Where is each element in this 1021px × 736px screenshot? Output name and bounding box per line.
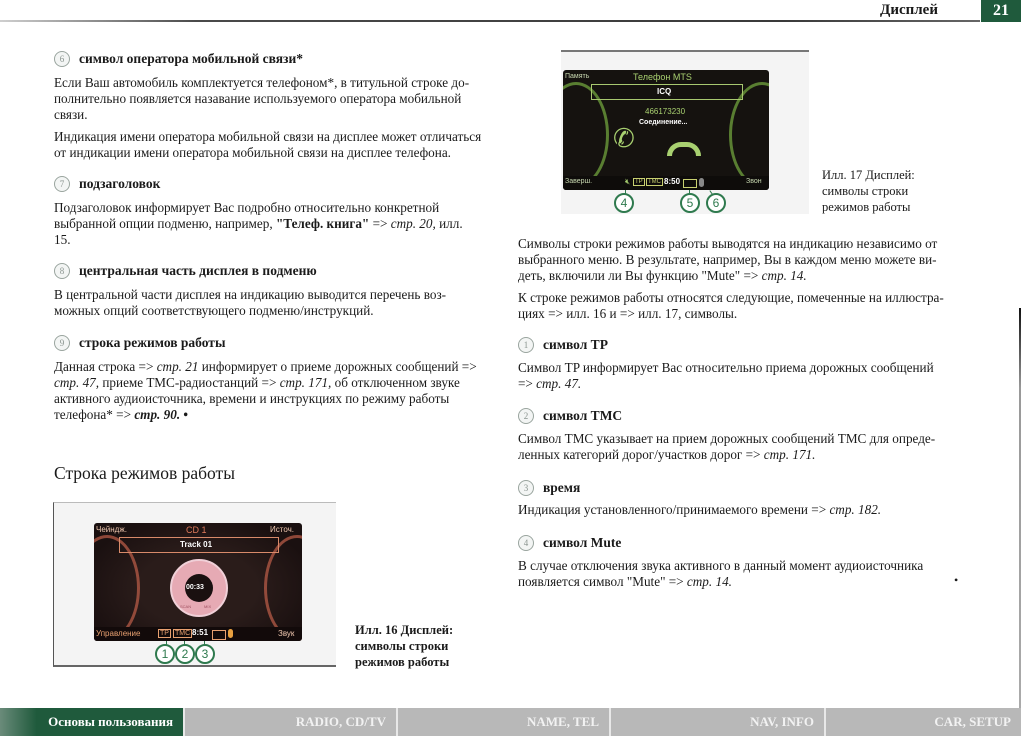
- page-reference-link[interactable]: стр. 14.: [686, 574, 732, 589]
- item-4-title: символ Mute: [543, 535, 622, 550]
- item-4-heading: [518, 535, 621, 551]
- item-4-body: [518, 558, 948, 590]
- tp-symbol: TP: [160, 630, 169, 637]
- text: В случае отключения звука активного в данный момент аудиоисточника появляется символ "Mute" =>: [518, 558, 924, 589]
- figure-17-caption: [822, 167, 915, 215]
- number-circle-icon: 1: [518, 337, 534, 353]
- screen-label-end-call: Заверш.: [565, 178, 593, 185]
- figure-17: [561, 50, 809, 214]
- item-3-body: [518, 502, 958, 518]
- page-reference-link[interactable]: стр. 21: [156, 359, 199, 374]
- signal-strength-icon: [212, 630, 226, 640]
- end-bullet: •: [954, 573, 959, 587]
- item-8-body: [54, 287, 464, 319]
- mute-icon: 🔇︎: [625, 177, 631, 186]
- signal-strength-icon: [683, 179, 697, 188]
- section-title: Строка режимов работы: [54, 463, 235, 483]
- number-circle-icon: 6: [54, 51, 70, 67]
- paragraph: [54, 200, 474, 248]
- clock-symbol: 8:51: [192, 628, 209, 637]
- paragraph: [518, 558, 948, 590]
- screen-label-cd: CD 1: [186, 525, 207, 535]
- page-reference-link[interactable]: стр. 171,: [279, 375, 332, 390]
- scan-button: SCAN: [180, 604, 192, 609]
- screen-label-source: Источ.: [270, 525, 294, 534]
- item-3-heading: [518, 480, 580, 496]
- marker-2: 2: [175, 644, 195, 664]
- item-2-heading: [518, 408, 622, 424]
- caption-line: символы строки: [355, 639, 449, 653]
- marker-5: 5: [680, 193, 700, 213]
- section-header-title: Дисплей: [880, 2, 938, 18]
- phone-display-screen: [563, 70, 769, 190]
- number-circle-icon: 7: [54, 176, 70, 192]
- item-2-title: символ TMC: [543, 408, 623, 423]
- screen-label-call: Звон: [746, 178, 762, 185]
- page-reference-link[interactable]: стр. 14.: [761, 268, 807, 283]
- caption-line: символы строки: [822, 184, 909, 198]
- text: Символ TP информирует Вас относительно приема дорожных сообщений =>: [518, 360, 934, 391]
- marker-3: 3: [195, 644, 215, 664]
- text: Индикация установленного/принимаемого времени =>: [518, 502, 830, 517]
- screen-label-memory: Память: [565, 73, 590, 80]
- page-number: 21: [981, 0, 1021, 22]
- number-circle-icon: 4: [518, 535, 534, 551]
- paragraph: [518, 360, 948, 392]
- item-7-title: подзаголовок: [79, 176, 161, 191]
- item-8-title: центральная часть дисплея в подменю: [79, 263, 317, 278]
- marker-4: 4: [614, 193, 634, 213]
- item-6-body: [54, 75, 484, 161]
- bluetooth-icon: [699, 178, 704, 187]
- page-reference-link[interactable]: стр. 20,: [390, 216, 436, 231]
- footer-tab-car-setup[interactable]: CAR, SETUP: [934, 714, 1011, 729]
- number-circle-icon: 3: [518, 480, 534, 496]
- marker-6: 6: [706, 193, 726, 213]
- paragraph: Если Ваш автомобиль комплектуется телефоном*, в титульной строке до-полнительно появляется назавание используемого оператора мобильной связи.: [54, 75, 470, 122]
- header-rule: [0, 20, 980, 22]
- number-circle-icon: 9: [54, 335, 70, 351]
- phone-pickup-icon: ✆: [613, 124, 635, 153]
- footer-nav: [0, 708, 1021, 736]
- text: Символ TMC указывает на прием дорожных сообщений TMC для опреде-ленных категорий дорог/участков дорог =>: [518, 431, 936, 462]
- footer-tab-basics[interactable]: Основы пользования: [0, 708, 185, 736]
- marker-1: 1: [155, 644, 175, 664]
- paragraph: Индикация имени оператора мобильной связи на дисплее может отличаться от индикации имени оператора мобильной связи на дисплее телефона.: [54, 129, 482, 160]
- screen-label-changer: Чейндж.: [96, 525, 127, 534]
- screen-track: Track 01: [180, 540, 213, 549]
- item-3-title: время: [543, 480, 581, 495]
- bluetooth-icon: [228, 629, 233, 638]
- item-9-heading: [54, 335, 225, 351]
- arrow: =>: [369, 216, 391, 231]
- footer-tab-nav-info[interactable]: NAV, INFO: [611, 708, 826, 736]
- item-1-body: [518, 360, 948, 392]
- caption-line: Илл. 17 Дисплей:: [822, 168, 915, 182]
- paragraph: В центральной части дисплея на индикацию выводится перечень воз-можных опций соответствующего подменю/инструкций.: [54, 287, 447, 318]
- caption-line: режимов работы: [822, 200, 911, 214]
- screen-phone-number: 466173230: [645, 107, 686, 116]
- item-1-heading: [518, 337, 608, 353]
- text: Данная строка =>: [54, 359, 157, 374]
- page-reference-link[interactable]: стр. 47.: [536, 376, 582, 391]
- item-9-body: [54, 359, 484, 423]
- screen-call-status: Соединение...: [639, 119, 688, 126]
- footer-tab-name-tel[interactable]: NAME, TEL: [398, 708, 611, 736]
- item-2-body: [518, 431, 948, 463]
- page-reference-link[interactable]: стр. 47,: [54, 375, 100, 390]
- screen-title: ICQ: [657, 87, 672, 96]
- paragraph: [518, 236, 948, 284]
- figure-16: [53, 502, 336, 667]
- paragraph: [54, 359, 484, 423]
- mix-button: MIX: [204, 604, 212, 609]
- figure-16-caption: [355, 622, 453, 670]
- item-1-title: символ TP: [543, 337, 608, 352]
- text: илл. 15.: [54, 216, 463, 247]
- item-6-heading: [54, 51, 303, 67]
- intro-text: [518, 236, 948, 322]
- menu-name: "Телеф. книга": [275, 216, 370, 231]
- text: Подзаголовок информирует Вас подробно относительно конкретной выбранной опции подменю, например,: [54, 200, 440, 231]
- paragraph: К строке режимов работы относятся следующие, помеченные на иллюстра-циях => илл. 16 и => илл. 17, символы.: [518, 290, 944, 321]
- clock-symbol: 8:50: [664, 177, 681, 186]
- tmc-symbol: TMC: [175, 630, 191, 637]
- footer-tab-radio-cd-tv[interactable]: RADIO, CD/TV: [185, 708, 398, 736]
- page-reference-link[interactable]: стр. 90.: [134, 407, 181, 422]
- control-ring: [170, 559, 228, 617]
- number-circle-icon: 8: [54, 263, 70, 279]
- text: информирует о приеме дорожных сообщений =>: [198, 359, 477, 374]
- paragraph: [518, 431, 948, 463]
- tmc-symbol: TMC: [648, 179, 661, 185]
- end-bullet: •: [180, 407, 189, 422]
- item-7-body: [54, 200, 474, 248]
- phone-hangup-icon: [667, 142, 701, 156]
- screen-label-control: Управление: [96, 629, 141, 638]
- number-circle-icon: 2: [518, 408, 534, 424]
- caption-line: Илл. 16 Дисплей:: [355, 623, 454, 637]
- item-6-title: символ оператора мобильной связи*: [79, 51, 304, 66]
- page-reference-link[interactable]: стр. 182.: [829, 502, 882, 517]
- screen-playtime: 00:33: [186, 584, 204, 591]
- item-8-heading: [54, 263, 317, 279]
- screen-label-sound: Звук: [278, 629, 295, 638]
- text: приеме ТМС-радиостанций =>: [99, 375, 280, 390]
- item-9-title: строка режимов работы: [79, 335, 226, 350]
- page-reference-link[interactable]: стр. 171.: [763, 447, 816, 462]
- item-7-heading: [54, 176, 160, 192]
- cd-display-screen: [94, 523, 302, 641]
- caption-line: режимов работы: [355, 655, 450, 669]
- text: Символы строки режимов работы выводятся на индикацию независимо от выбранного меню. В результате, например, Вы в каждом меню можете ви-деть, включили ли Вы функцию "Mute" =>: [518, 236, 938, 283]
- tp-symbol: TP: [635, 179, 643, 185]
- screen-label-phone-operator: Телефон MTS: [633, 72, 692, 82]
- paragraph: [518, 502, 958, 518]
- text: об отключенном звуке активного аудиоисточника, времени и инструкциях по режиму работы телефона* =>: [54, 375, 460, 422]
